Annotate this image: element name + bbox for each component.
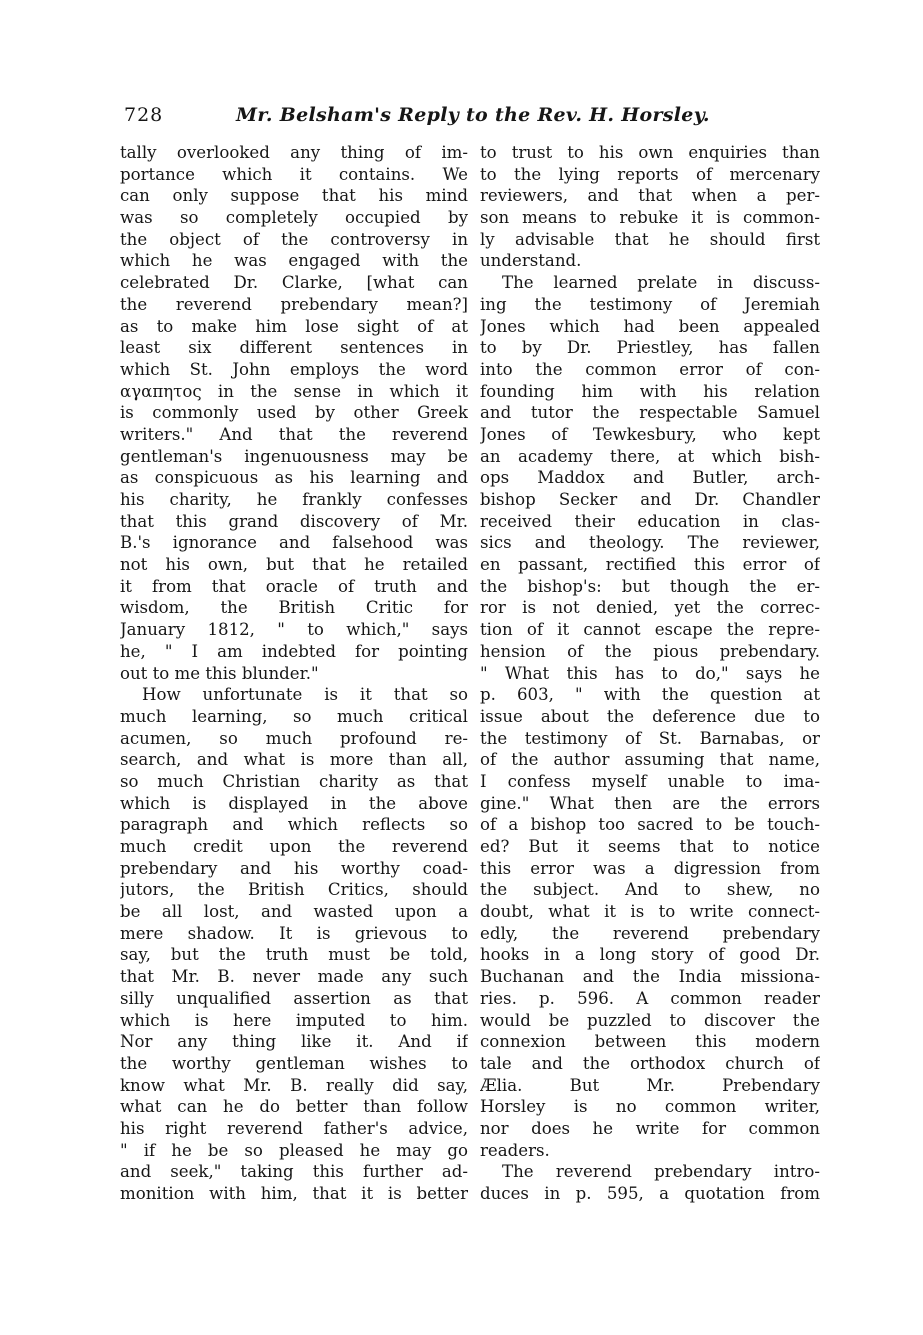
text-line: ed? But it seems that to notice <box>480 837 820 856</box>
text-line: he, " I am indebted for pointing <box>120 641 468 661</box>
text-line: to trust to his own enquiries than <box>480 143 820 162</box>
text-line: was so completely occupied by <box>120 208 468 228</box>
text-line: connexion between this modern <box>480 1032 820 1052</box>
text-line: tion of it cannot escape the repre- <box>480 620 820 640</box>
text-line: as to make him lose sight of at <box>120 316 468 336</box>
text-line: received their education in clas- <box>480 511 820 531</box>
text-line: of the author assuming that name, <box>480 750 820 770</box>
text-line: and tutor the respectable Samuel <box>480 403 820 423</box>
text-line: to the lying reports of mercenary <box>480 164 820 184</box>
text-line: the object of the controversy in <box>120 229 468 249</box>
text-line: The reverend prebendary intro- <box>502 1162 820 1182</box>
text-line: sics and theology. The reviewer, <box>480 533 820 553</box>
text-line: Ælia. But Mr. Prebendary <box>480 1075 820 1095</box>
text-line: out to me this blunder." <box>120 663 319 683</box>
right-text-column <box>480 142 820 1205</box>
text-line: Jones which had been appealed <box>480 316 820 336</box>
text-line: it from that oracle of truth and <box>120 576 468 596</box>
text-line: the reverend prebendary mean?] <box>120 294 468 314</box>
text-line: is commonly used by other Greek <box>120 403 468 423</box>
text-line: into the common error of con- <box>480 359 820 379</box>
text-line: writers." And that the reverend <box>120 424 468 444</box>
text-line: monition with him, that it is better <box>120 1184 468 1203</box>
running-title: Mr. Belsham's Reply to the Rev. H. Horsley. <box>236 104 710 126</box>
text-line: en passant, rectified this error of <box>480 555 820 575</box>
text-line: prebendary and his worthy coad- <box>120 858 468 878</box>
text-line: Horsley is no common writer, <box>480 1097 820 1117</box>
text-line: duces in p. 595, a quotation from <box>480 1184 820 1203</box>
text-line: edly, the reverend prebendary <box>480 923 820 943</box>
text-line: hooks in a long story of good Dr. <box>480 945 820 965</box>
text-line: Nor any thing like it. And if <box>120 1032 468 1052</box>
page-header <box>118 100 818 136</box>
text-line: which is here imputed to him. <box>120 1010 468 1030</box>
text-line: January 1812, " to which," says <box>120 620 468 640</box>
text-line: say, but the truth must be told, <box>120 945 468 965</box>
text-line: be all lost, and wasted upon a <box>120 902 468 922</box>
text-line: much learning, so much critical <box>120 706 468 726</box>
text-line: " What this has to do," says he <box>480 663 820 683</box>
text-line: issue about the deference due to <box>480 706 820 726</box>
text-line: to by Dr. Priestley, has fallen <box>480 338 820 358</box>
text-line: B.'s ignorance and falsehood was <box>120 533 468 553</box>
text-line: his right reverend father's advice, <box>120 1118 468 1138</box>
text-line: that Mr. B. never made any such <box>120 967 468 987</box>
text-line: readers. <box>480 1140 550 1160</box>
text-line: ing the testimony of Jeremiah <box>480 294 820 314</box>
text-line: which is displayed in the above <box>120 793 468 813</box>
left-text-column <box>120 142 468 1205</box>
text-line: acumen, so much profound re- <box>120 728 468 748</box>
text-line: celebrated Dr. Clarke, [what can <box>120 273 468 293</box>
text-line: know what Mr. B. really did say, <box>120 1075 468 1095</box>
text-line: ries. p. 596. A common reader <box>480 988 820 1008</box>
text-line: gentleman's ingenuousness may be <box>120 446 468 466</box>
text-line: mere shadow. It is grievous to <box>120 923 468 943</box>
text-line: ly advisable that he should first <box>480 229 820 249</box>
text-line: what can he do better than follow <box>120 1097 468 1117</box>
text-line: paragraph and which reflects so <box>120 815 468 835</box>
text-line: the subject. And to shew, no <box>480 880 820 900</box>
text-line: silly unqualified assertion as that <box>120 988 468 1008</box>
text-line: the bishop's: but though the er- <box>480 576 820 596</box>
text-line: much credit upon the reverend <box>120 837 468 856</box>
text-line: that this grand discovery of Mr. <box>120 511 468 531</box>
text-line: so much Christian charity as that <box>120 771 468 791</box>
text-line: doubt, what it is to write connect- <box>480 902 820 922</box>
text-line: and seek," taking this further ad- <box>120 1162 468 1182</box>
text-line: tale and the orthodox church of <box>480 1053 820 1073</box>
text-line: which St. John employs the word <box>120 359 468 379</box>
text-line: an academy there, at which bish- <box>480 446 820 466</box>
text-line: nor does he write for common <box>480 1118 820 1138</box>
text-line: as conspicuous as his learning and <box>120 468 468 488</box>
text-line: son means to rebuke it is common- <box>480 208 820 228</box>
text-line: founding him with his relation <box>480 381 820 401</box>
text-line: the testimony of St. Barnabas, or <box>480 728 820 748</box>
text-line: portance which it contains. We <box>120 164 468 184</box>
text-line: Jones of Tewkesbury, who kept <box>480 424 820 444</box>
text-line: gine." What then are the errors <box>480 793 820 813</box>
text-line: the worthy gentleman wishes to <box>120 1053 468 1073</box>
text-line: reviewers, and that when a per- <box>480 186 820 206</box>
text-line: bishop Secker and Dr. Chandler <box>480 490 820 509</box>
text-line: " if he be so pleased he may go <box>120 1140 468 1160</box>
text-line: which he was engaged with the <box>120 251 468 271</box>
text-line: search, and what is more than all, <box>120 750 468 770</box>
text-line: I confess myself unable to ima- <box>480 771 820 791</box>
text-line: jutors, the British Critics, should <box>120 880 468 900</box>
text-line: ror is not denied, yet the correc- <box>480 598 820 618</box>
text-line: αγαπητος in the sense in which it <box>120 381 468 401</box>
text-line: not his own, but that he retailed <box>120 555 468 575</box>
text-line: this error was a digression from <box>480 858 820 878</box>
text-line: The learned prelate in discuss- <box>502 273 820 293</box>
text-line: hension of the pious prebendary. <box>480 641 820 661</box>
text-line: can only suppose that his mind <box>120 186 468 206</box>
text-line: wisdom, the British Critic for <box>120 598 468 618</box>
text-line: of a bishop too sacred to be touch- <box>480 815 820 835</box>
text-line: his charity, he frankly confesses <box>120 490 468 509</box>
text-line: would be puzzled to discover the <box>480 1010 820 1030</box>
page-number: 728 <box>124 104 164 126</box>
text-line: ops Maddox and Butler, arch- <box>480 468 820 488</box>
text-line: least six different sentences in <box>120 338 468 358</box>
text-line: understand. <box>480 251 582 271</box>
text-line: How unfortunate is it that so <box>142 685 468 705</box>
text-line: p. 603, " with the question at <box>480 685 820 705</box>
text-line: tally overlooked any thing of im- <box>120 143 468 162</box>
text-line: Buchanan and the India missiona- <box>480 967 820 987</box>
